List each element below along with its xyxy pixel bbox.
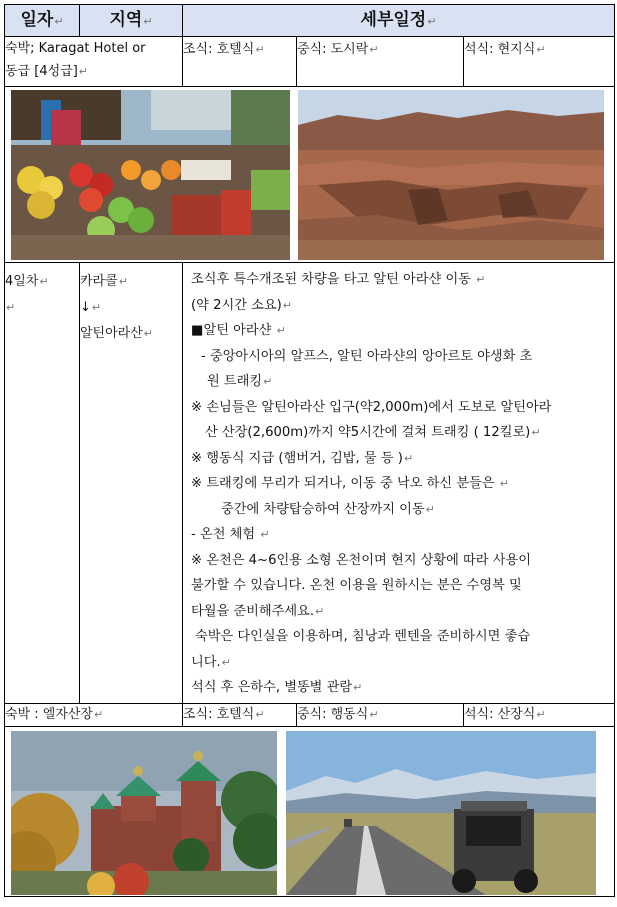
schedule-line: - 중앙아시아의 알프스, 알틴 아라샨의 앙아르토 야생화 초 <box>201 348 533 364</box>
road-photo <box>286 731 596 895</box>
dinner-label: 석식: 현지식 <box>464 42 536 57</box>
lunch-label-2: 중식: 행동식 <box>297 706 369 722</box>
header-row <box>5 5 615 37</box>
breakfast-label-2: 조식: 호텔식 <box>183 706 255 722</box>
paragraph-mark: ↵ <box>6 301 16 314</box>
lunch-1 <box>297 37 464 87</box>
day4-region-cell <box>80 263 183 704</box>
schedule-line: 니다.↵ <box>191 654 231 670</box>
church-photo <box>11 731 277 895</box>
paragraph-mark: ↵ <box>94 707 104 721</box>
schedule-line: ※ 손님들은 알틴아라산 입구(약2,000m)에서 도보로 알틴아라 <box>191 399 552 415</box>
schedule-line: 불가할 수 있습니다. 온천 이용을 원하시는 분은 수영복 및 <box>191 578 522 593</box>
lodging-hotel-1 <box>5 37 183 87</box>
paragraph-mark: ↵ <box>54 15 64 28</box>
schedule-line: 원 트래킹↵ <box>207 374 273 389</box>
schedule-line: 중간에 차량탑승하여 산장까지 이동↵ <box>221 501 435 517</box>
schedule-line: 숙박은 다인실을 이용하며, 침낭과 렌텐을 준비하시면 좋습 <box>195 629 531 644</box>
photo-cell-1 <box>5 87 615 263</box>
paragraph-mark: ↵ <box>255 707 265 721</box>
paragraph-mark: ↵ <box>91 301 102 314</box>
paragraph-mark: ↵ <box>427 15 437 28</box>
schedule-line: ※ 행동식 지급 (햄버거, 김밥, 물 등 )↵ <box>191 450 414 466</box>
hotel-name-line1: 숙박; Karagat Hotel or <box>5 41 146 56</box>
schedule-line: (약 2시간 소요)↵ <box>191 297 292 313</box>
market-photo <box>11 90 290 260</box>
paragraph-mark: ↵ <box>39 275 49 288</box>
photo-cell-2 <box>5 726 615 896</box>
day4-day-cell <box>5 263 80 704</box>
region-from: 카라콜 <box>80 274 118 289</box>
canyon-photo-image <box>298 90 604 260</box>
header-region <box>80 5 183 37</box>
header-day-label: 일자 <box>20 10 54 30</box>
photo-row-2 <box>5 726 615 896</box>
paragraph-mark: ↵ <box>255 43 265 56</box>
hotel-name-line2: 동급 [4성급] <box>5 64 78 79</box>
road-photo-image <box>286 731 596 895</box>
day4-row <box>5 263 615 704</box>
lunch-2 <box>297 703 464 726</box>
paragraph-mark: ↵ <box>143 15 153 28</box>
schedule-line: ※ 온천은 4~6인용 소형 온천이며 현지 상황에 따라 사용이 <box>191 552 531 568</box>
photo-row-1 <box>5 87 615 263</box>
schedule-line: 산 산장(2,600m)까지 약5시간에 걸쳐 트래킹 ( 12킬로)↵ <box>205 425 541 440</box>
lunch-label: 중식: 도시락 <box>297 42 369 57</box>
day4-schedule <box>183 263 615 704</box>
paragraph-mark: ↵ <box>369 707 379 721</box>
schedule-line: 조식후 특수개조된 차량을 타고 알틴 아라샨 이동 ↵ <box>191 272 486 287</box>
breakfast-2 <box>183 703 297 726</box>
paragraph-mark: ↵ <box>143 327 154 340</box>
paragraph-mark: ↵ <box>536 707 546 721</box>
dinner-1 <box>464 37 615 87</box>
hotel-name-2: 숙박 : 엘자산장 <box>5 706 93 722</box>
church-photo-image <box>11 731 277 895</box>
paragraph-mark: ↵ <box>536 43 546 56</box>
schedule-line: 타월을 준비해주세요.↵ <box>191 603 325 619</box>
region-to: 알틴아라산 <box>80 326 143 341</box>
market-photo-image <box>11 90 290 260</box>
itinerary-table <box>4 4 615 897</box>
lodging-row-2 <box>5 703 615 726</box>
canyon-photo <box>298 90 604 260</box>
day4-label: 4일차 <box>5 274 39 289</box>
header-region-label: 지역 <box>109 10 143 30</box>
header-day <box>5 5 80 37</box>
down-arrow-icon: ↓ <box>80 300 91 315</box>
breakfast-1 <box>183 37 297 87</box>
schedule-line: 석식 후 은하수, 별똥별 관람↵ <box>191 680 363 695</box>
paragraph-mark: ↵ <box>369 43 379 56</box>
lodging-row-1 <box>5 37 615 87</box>
header-detail-label: 세부일정 <box>360 10 427 30</box>
header-detail <box>183 5 615 37</box>
schedule-line: - 온천 체험 ↵ <box>191 527 270 542</box>
lodging-hotel-2 <box>5 703 183 726</box>
dinner-2 <box>464 703 615 726</box>
breakfast-label: 조식: 호텔식 <box>183 42 255 57</box>
paragraph-mark: ↵ <box>118 275 128 288</box>
schedule-line: ※ 트래킹에 무리가 되거나, 이동 중 낙오 하신 분들은 ↵ <box>191 476 509 491</box>
dinner-label-2: 석식: 산장식 <box>464 706 536 722</box>
paragraph-mark: ↵ <box>78 65 88 78</box>
schedule-line: ■알틴 아라샨 ↵ <box>191 323 286 338</box>
